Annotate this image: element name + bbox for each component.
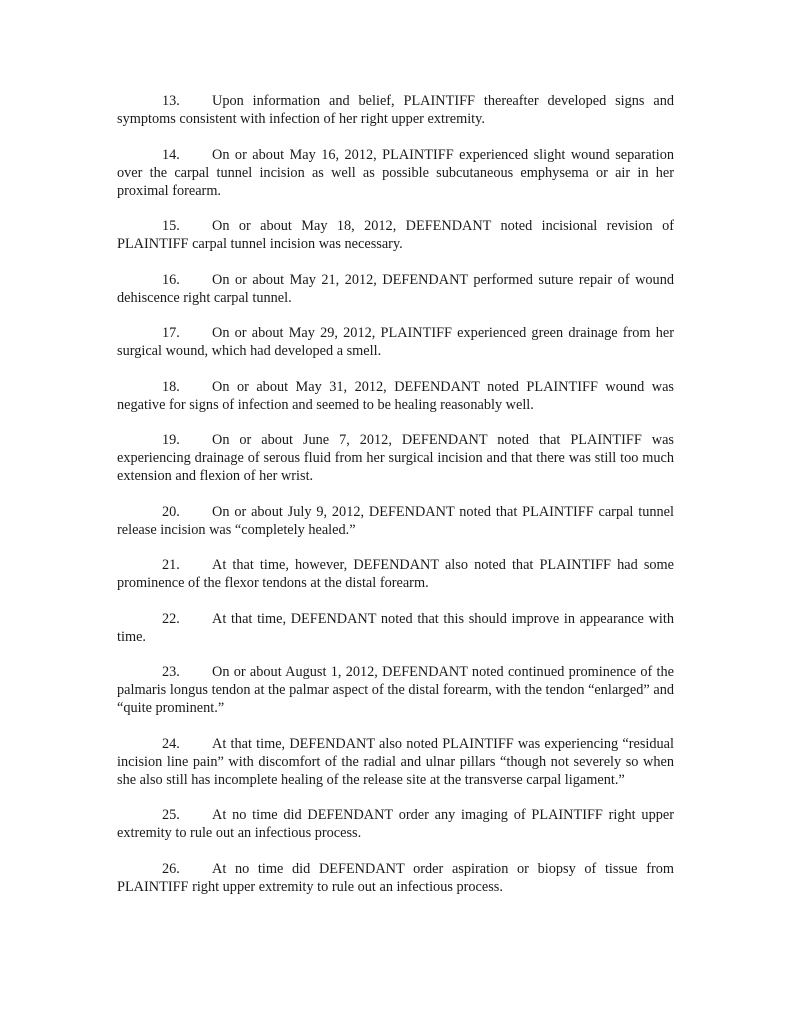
- paragraph-19: [117, 431, 674, 485]
- paragraph-25: [117, 806, 674, 842]
- paragraph-text: On or about May 18, 2012, DEFENDANT noted incisional revision of PLAINTIFF carpal tunnel incision was necessary.: [117, 218, 674, 252]
- paragraph-number: 17.: [162, 325, 180, 341]
- paragraph-text: At no time did DEFENDANT order any imaging of PLAINTIFF right upper extremity to rule out an infectious process.: [117, 807, 674, 841]
- paragraph-number: 16.: [162, 271, 180, 288]
- paragraph-23: [117, 663, 674, 717]
- paragraph-text: On or about May 21, 2012, DEFENDANT performed suture repair of wound dehiscence right carpal tunnel.: [117, 271, 674, 306]
- paragraph-13: [117, 92, 674, 128]
- paragraph-text: On or about May 29, 2012, PLAINTIFF experienced green drainage from her surgical wound, which had developed a smell.: [117, 325, 674, 359]
- paragraph-number: 23.: [162, 664, 180, 680]
- paragraph-21: [117, 556, 674, 592]
- paragraph-text: On or about May 31, 2012, DEFENDANT noted PLAINTIFF wound was negative for signs of infection and seemed to be healing reasonably well.: [117, 378, 674, 413]
- paragraph-24: [117, 735, 674, 789]
- paragraph-text: Upon information and belief, PLAINTIFF thereafter developed signs and symptoms consistent with infection of her right upper extremity.: [117, 93, 674, 127]
- paragraph-text: At that time, DEFENDANT also noted PLAINTIFF was experiencing “residual incision line pain” with discomfort of the radial and ulnar pillars “though not severely so when she also still has incomplete healing of the release site at the transverse carpal ligament.”: [117, 735, 674, 788]
- paragraph-text: On or about June 7, 2012, DEFENDANT noted that PLAINTIFF was experiencing drainage of serous fluid from her surgical incision and that there was still too much extension and flexion of her wrist.: [117, 432, 674, 484]
- paragraph-number: 25.: [162, 807, 180, 823]
- paragraph-number: 13.: [162, 93, 180, 109]
- paragraph-text: On or about May 16, 2012, PLAINTIFF experienced slight wound separation over the carpal tunnel incision as well as possible subcutaneous emphysema or air in her proximal forearm.: [117, 146, 674, 199]
- paragraph-20: [117, 503, 674, 539]
- paragraph-number: 21.: [162, 557, 180, 573]
- paragraph-number: 20.: [162, 503, 180, 520]
- paragraph-18: [117, 378, 674, 414]
- paragraph-text: At that time, however, DEFENDANT also noted that PLAINTIFF had some prominence of the flexor tendons at the distal forearm.: [117, 557, 674, 591]
- paragraph-number: 18.: [162, 378, 180, 395]
- paragraph-16: [117, 271, 674, 307]
- paragraph-text: At no time did DEFENDANT order aspiration or biopsy of tissue from PLAINTIFF right upper extremity to rule out an infectious process.: [117, 860, 674, 895]
- document-page: [117, 92, 674, 913]
- paragraph-number: 15.: [162, 218, 180, 234]
- paragraph-22: [117, 610, 674, 646]
- paragraph-number: 19.: [162, 432, 180, 448]
- paragraph-text: On or about July 9, 2012, DEFENDANT noted that PLAINTIFF carpal tunnel release incision was “completely healed.”: [117, 503, 674, 538]
- paragraph-number: 24.: [162, 735, 180, 752]
- paragraph-text: On or about August 1, 2012, DEFENDANT noted continued prominence of the palmaris longus tendon at the palmar aspect of the distal forearm, with the tendon “enlarged” and “quite prominent.”: [117, 664, 674, 716]
- paragraph-number: 26.: [162, 860, 180, 877]
- paragraph-14: [117, 146, 674, 200]
- paragraph-17: [117, 324, 674, 360]
- paragraph-text: At that time, DEFENDANT noted that this should improve in appearance with time.: [117, 610, 674, 645]
- paragraph-number: 14.: [162, 146, 180, 163]
- paragraph-26: [117, 860, 674, 896]
- paragraph-number: 22.: [162, 610, 180, 627]
- paragraph-15: [117, 217, 674, 253]
